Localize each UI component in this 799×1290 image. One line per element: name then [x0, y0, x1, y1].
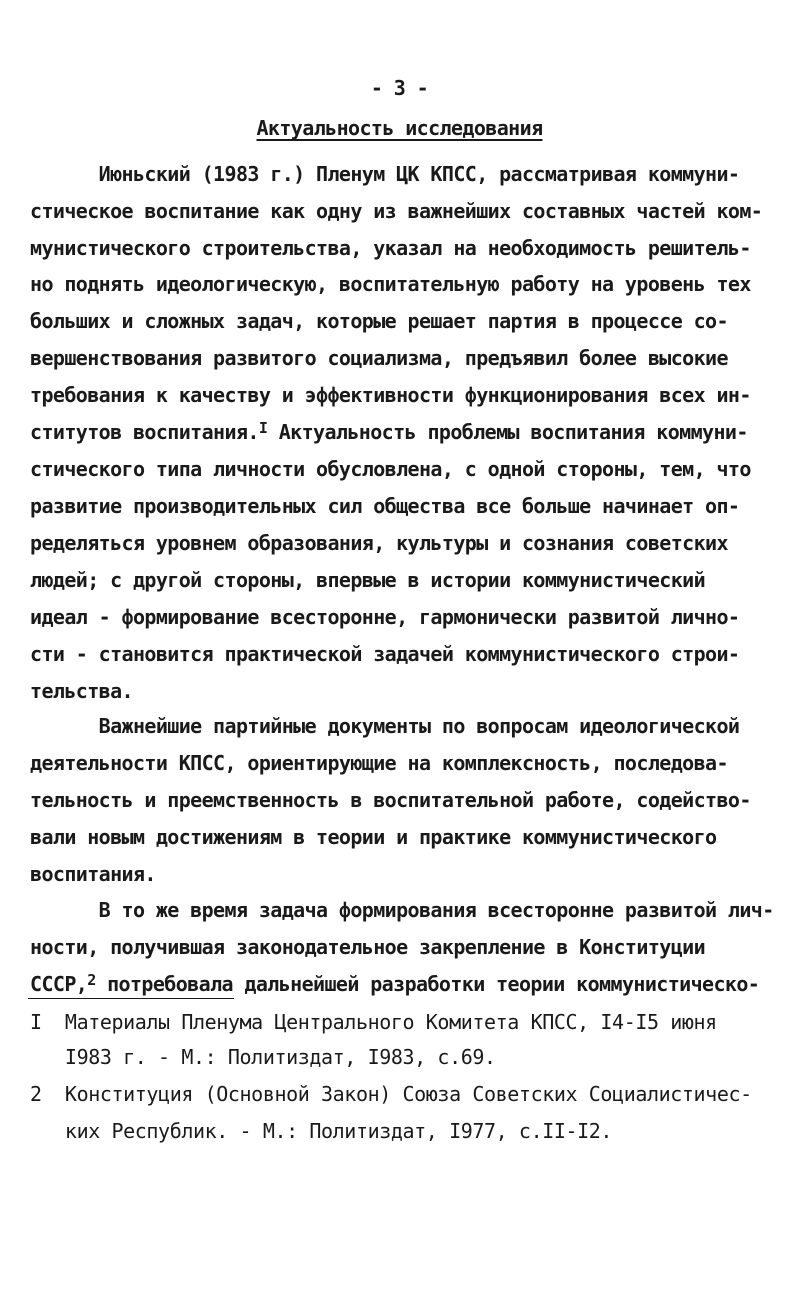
page-number: - 3 -: [370, 76, 429, 100]
text-line: требования к качеству и эффективности функционирования всех ин-: [30, 383, 751, 407]
text-segment: потребовала дальнейшей разработки теории коммунистическо-: [95, 972, 760, 996]
footnote-ref-2: 2: [87, 971, 96, 989]
text-line: [30, 420, 760, 444]
text-line: вершенствования развитого социализма, предъявил более высокие: [30, 346, 728, 370]
text-line: идеал - формирование всесторонне, гармонически развитой лично-: [30, 605, 740, 629]
text-segment: СССР,: [30, 972, 88, 996]
text-line: воспитания.: [30, 862, 156, 886]
text-line: развитие производительных сил общества все больше начинает оп-: [30, 494, 740, 518]
text-line: вали новым достижениям в теории и практике коммунистического: [30, 825, 717, 849]
text-segment: ститутов воспитания.: [30, 420, 259, 444]
footnote-1-line: I983 г. - М.: Политиздат, I983, с.69.: [30, 1045, 496, 1069]
text-line: мунистического строительства, указал на необходимость решитель-: [30, 236, 751, 260]
footnote-2-line: ких Республик. - М.: Политиздат, I977, с.II-I2.: [30, 1119, 613, 1143]
section-heading: Актуальность исследования: [256, 116, 543, 140]
footnote-2-line: 2 Конституция (Основной Закон) Союза Советских Социалистичес-: [30, 1082, 752, 1106]
footnote-separator: [28, 998, 234, 999]
text-line: В то же время задача формирования всесторонне развитой лич-: [30, 898, 774, 922]
text-line: больших и сложных задач, которые решает партия в процессе со-: [30, 309, 728, 333]
text-line: Июньский (1983 г.) Пленум ЦК КПСС, рассматривая коммуни-: [30, 162, 740, 186]
text-line: стическое воспитание как одну из важнейших составных частей ком-: [30, 199, 763, 223]
text-line: людей; с другой стороны, впервые в истории коммунистический: [30, 568, 706, 592]
footnote-ref-1: I: [258, 419, 268, 437]
text-line: ности, получившая законодательное закрепление в Конституции: [30, 935, 706, 959]
text-line: но поднять идеологическую, воспитательную работу на уровень тех: [30, 272, 751, 296]
text-line: [30, 972, 760, 996]
text-line: тельства.: [30, 679, 133, 703]
footnote-1-line: I Материалы Пленума Центрального Комитета КПСС, I4-I5 июня: [30, 1010, 717, 1034]
text-line: деятельности КПСС, ориентирующие на комплексность, последова-: [30, 751, 728, 775]
text-line: стического типа личности обусловлена, с одной стороны, тем, что: [30, 457, 751, 481]
text-segment: Актуальность проблемы воспитания коммуни-: [267, 420, 748, 444]
text-line: тельность и преемственность в воспитательной работе, содейство-: [30, 788, 751, 812]
text-line: сти - становится практической задачей коммунистического строи-: [30, 642, 740, 666]
text-line: ределяться уровнем образования, культуры и сознания советских: [30, 531, 728, 555]
text-line: Важнейшие партийные документы по вопросам идеологической: [30, 714, 740, 738]
